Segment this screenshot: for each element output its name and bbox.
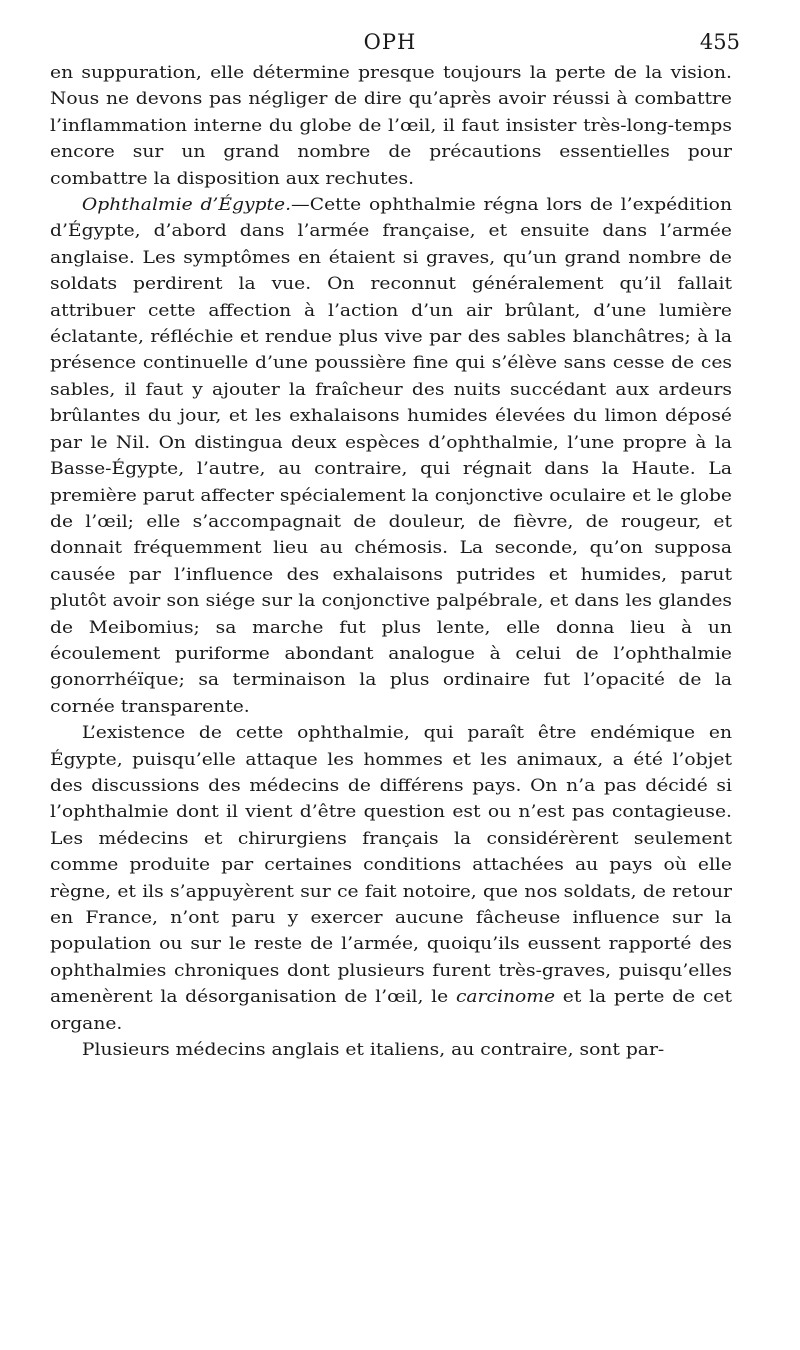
- paragraph-plusieurs: Plusieurs médecins anglais et italiens, au contraire, sont par-: [81, 1040, 665, 1061]
- paragraph-text: et la perte de cet organe.: [50, 987, 732, 1034]
- running-head: [40, 30, 740, 60]
- paragraph-text: —Cette ophthalmie régna lors de l’expédition d’Égypte, d’abord dans l’armée française, et ensuite dans l’armée anglaise. Les symptômes en étaient si graves, qu’un grand nombre de soldats perdirent la vue. On reconnut généralement qu’il fallait attribuer cette affection à l’action d’un air brûlant, d’une lumière éclatante, réfléchie et rendue plus vive par des sables blanchâtres; à la présence continuelle d’une poussière fine qui s’élève sans cesse de ces sables, il faut y ajouter la fraîcheur des nuits succédant aux ardeurs brûlantes du jour, et les exhalaisons humides élevées du limon déposé par le Nil. On distingua deux espèces d’ophthalmie, l’une propre à la Basse-Égypte, l’autre, au contraire, qui régnait dans la Haute. La première parut affecter spécialement la conjonctive oculaire et le globe de l’œil; elle s’accompagnait de douleur, de fièvre, de rougeur, et donnait fréquemment lieu au chémosis. La seconde, qu’on supposa causée par l’influence des exhalaisons putrides et humides, parut plutôt avoir son siége sur la conjonctive palpébrale, et dans les glandes de Meibomius; sa marche fut plus lente, elle donna lieu à un écoulement puriforme abondant analogue à celui de l’ophthalmie gonorrhéïque; sa terminaison la plus ordinaire fut l’opacité de la cornée transparente.: [50, 195, 732, 717]
- paragraph-text: L’existence de cette ophthalmie, qui paraît être endémique en Égypte, puisqu’elle attaque les hommes et les animaux, a été l’objet des discussions des médecins de différens pays. On n’a pas décidé si l’ophthalmie dont il vient d’être question est ou n’est pas contagieuse. Les médecins et chirurgiens français la considérèrent seulement comme produite par certaines conditions attachées au pays où elle règne, et ils s’appuyèrent sur ce fait notoire, que nos soldats, de retour en France, n’ont paru y exercer aucune fâcheuse influence sur la population ou sur le reste de l’armée, quoiqu’ils eussent rapporté des ophthalmies chroniques dont plusieurs furent très-graves, puisqu’elles amenèrent la désorganisation de l’œil, le: [50, 723, 732, 1008]
- italic-term: carcinome: [455, 987, 556, 1008]
- page-number: 455: [699, 30, 740, 54]
- paragraph-existence: [50, 720, 732, 1037]
- section-lead-title: Ophthalmie d’Égypte.: [81, 195, 292, 216]
- paragraph-ophthalmie-egypte: [50, 192, 732, 720]
- paragraph-continuation: en suppuration, elle détermine presque toujours la perte de la vision. Nous ne devons pas négliger de dire qu’après avoir réussi à combattre l’inflammation interne du globe de l’œil, il faut insister très-long-temps encore sur un grand nombre de précautions essentielles pour combattre la disposition aux rechutes.: [50, 63, 732, 189]
- body-text: [50, 60, 732, 1063]
- running-title: OPH: [363, 30, 417, 54]
